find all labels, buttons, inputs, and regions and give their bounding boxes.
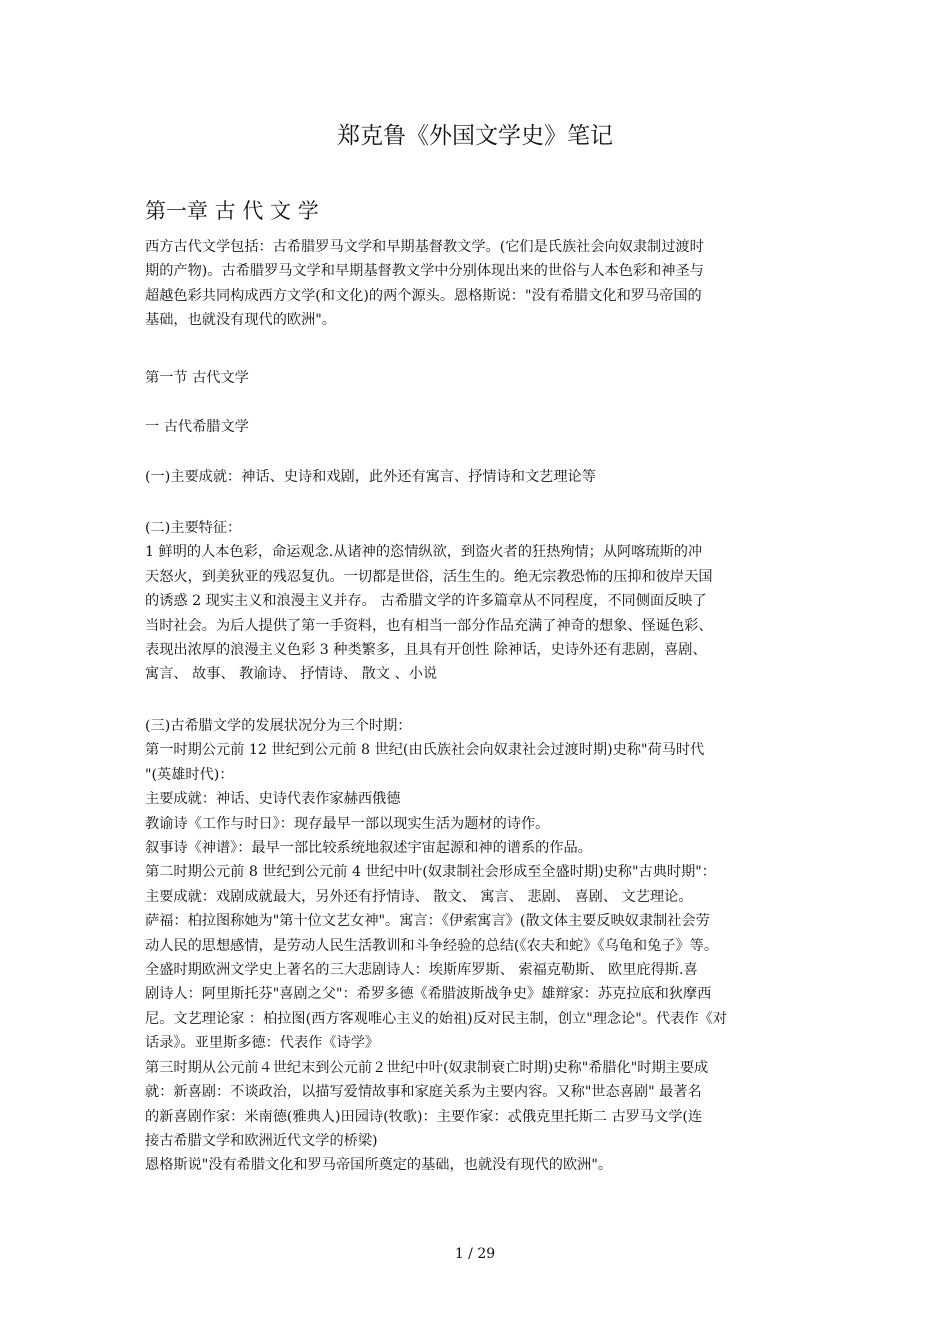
development-line: 话录》。亚里斯多德：代表作《诗学》 xyxy=(145,1035,380,1052)
development-line: "(英雄时代)： xyxy=(145,766,234,783)
development-line: 全盛时期欧洲文学史上著名的三大悲剧诗人：埃斯库罗斯、 索福克勒斯、 欧里庇得斯.喜 xyxy=(145,962,698,979)
development-paragraph xyxy=(145,714,810,1178)
development-line: 就：新喜剧：不谈政治，以描写爱情故事和家庭关系为主要内容。又称"世态喜剧" 最著名 xyxy=(145,1084,702,1101)
section-title-text: 第一节 古代文学 xyxy=(145,370,249,386)
development-line: 接古希腊文学和欧洲近代文学的桥梁) xyxy=(145,1132,378,1149)
intro-line: 期的产物)。古希腊罗马文学和早期基督教文学中分别体现出来的世俗与人本色彩和神圣与 xyxy=(145,263,704,280)
achievements-line: (一)主要成就：神话、史诗和戏剧，此外还有寓言、抒情诗和文艺理论等 xyxy=(145,469,596,485)
intro-line: 基础，也就没有现代的欧洲"。 xyxy=(145,312,336,329)
features-line: 天怒火，到美狄亚的残忍复仇。一切都是世俗，活生生的。绝无宗教恐怖的压抑和彼岸天国 xyxy=(145,568,713,585)
document-title: 郑克鲁《外国文学史》笔记 xyxy=(337,123,613,149)
development-line: 尼。文艺理论家 ：柏拉图(西方客观唯心主义的始祖)反对民主制，创立"理念论"。代表作《对 xyxy=(145,1010,727,1027)
features-line: (二)主要特征： xyxy=(145,520,242,536)
development-line: 主要成就：戏剧成就最大，另外还有抒情诗、 散文、 寓言、 悲剧、 喜剧、 文艺理论。 xyxy=(145,888,693,905)
development-line: 恩格斯说"没有希腊文化和罗马帝国所奠定的基础，也就没有现代的欧洲"。 xyxy=(145,1157,613,1174)
achievements-paragraph xyxy=(145,465,810,489)
features-line: 当时社会。为后人提供了第一手资料，也有相当一部分作品充满了神奇的想象、怪诞色彩、 xyxy=(145,617,713,634)
development-line: 主要成就：神话、史诗代表作家赫西俄德 xyxy=(145,791,401,808)
development-line: 第三时期从公元前４世纪末到公元前２世纪中叶(奴隶制衰亡时期)史称"希腊化"时期主要成 xyxy=(145,1059,709,1076)
features-paragraph xyxy=(145,516,810,687)
development-line: 动人民的思想感情，是劳动人民生活教训和斗争经验的总结(《农夫和蛇》《乌龟和兔子》等。 xyxy=(145,937,719,954)
intro-paragraph xyxy=(145,235,810,333)
features-line: 1 鲜明的人本色彩，命运观念.从诸神的恣情纵欲，到盗火者的狂热殉情；从阿喀琉斯的冲 xyxy=(145,544,703,561)
development-line: 叙事诗《神谱》：最早一部比较系统地叙述宇宙起源和神的谱系的作品。 xyxy=(145,840,592,857)
development-line: 的新喜剧作家：米南德(雅典人)田园诗(牧歌)：主要作家：忒俄克里托斯二 古罗马文学(连 xyxy=(145,1108,703,1125)
intro-line: 超越色彩共同构成西方文学(和文化)的两个源头。恩格斯说："没有希腊文化和罗马帝国的 xyxy=(145,287,702,304)
subsection-title xyxy=(145,415,810,439)
intro-line: 西方古代文学包括：古希腊罗马文学和早期基督教文学。(它们是氏族社会向奴隶制过渡时 xyxy=(145,239,704,255)
development-line: 第二时期公元前 8 世纪到公元前 4 世纪中叶(奴隶制社会形成至全盛时期)史称"古典时期"： xyxy=(145,864,716,881)
features-line: 的诱惑 2 现实主义和浪漫主义并存。 古希腊文学的许多篇章从不同程度，不同侧面反映了 xyxy=(145,593,707,610)
subsection-title-text: 一 古代希腊文学 xyxy=(145,419,249,435)
features-line: 寓言、 故事、 教谕诗、 抒情诗、 散文 、小说 xyxy=(145,666,438,683)
features-line: 表现出浓厚的浪漫主义色彩 3 种类繁多，且具有开创性 除神话，史诗外还有悲剧，喜剧、 xyxy=(145,642,707,659)
development-line: (三)古希腊文学的发展状况分为三个时期： xyxy=(145,718,412,734)
chapter-title: 第一章 古 代 文 学 xyxy=(145,199,319,223)
development-line: 教谕诗《工作与时日》：现存最早一部以现实生活为题材的诗作。 xyxy=(145,815,550,832)
section-title xyxy=(145,366,810,390)
page-number: 1 / 29 xyxy=(454,1246,496,1262)
development-line: 第一时期公元前 12 世纪到公元前 8 世纪(由氏族社会向奴隶社会过渡时期)史称"荷马时代 xyxy=(145,742,705,759)
development-line: 萨福：柏拉图称她为"第十位文艺女神"。寓言：《伊索寓言》(散文体主要反映奴隶制社会劳 xyxy=(145,913,710,930)
development-line: 剧诗人：阿里斯托芬"喜剧之父"：希罗多德《希腊波斯战争史》雄辩家：苏克拉底和狄摩西 xyxy=(145,986,712,1003)
